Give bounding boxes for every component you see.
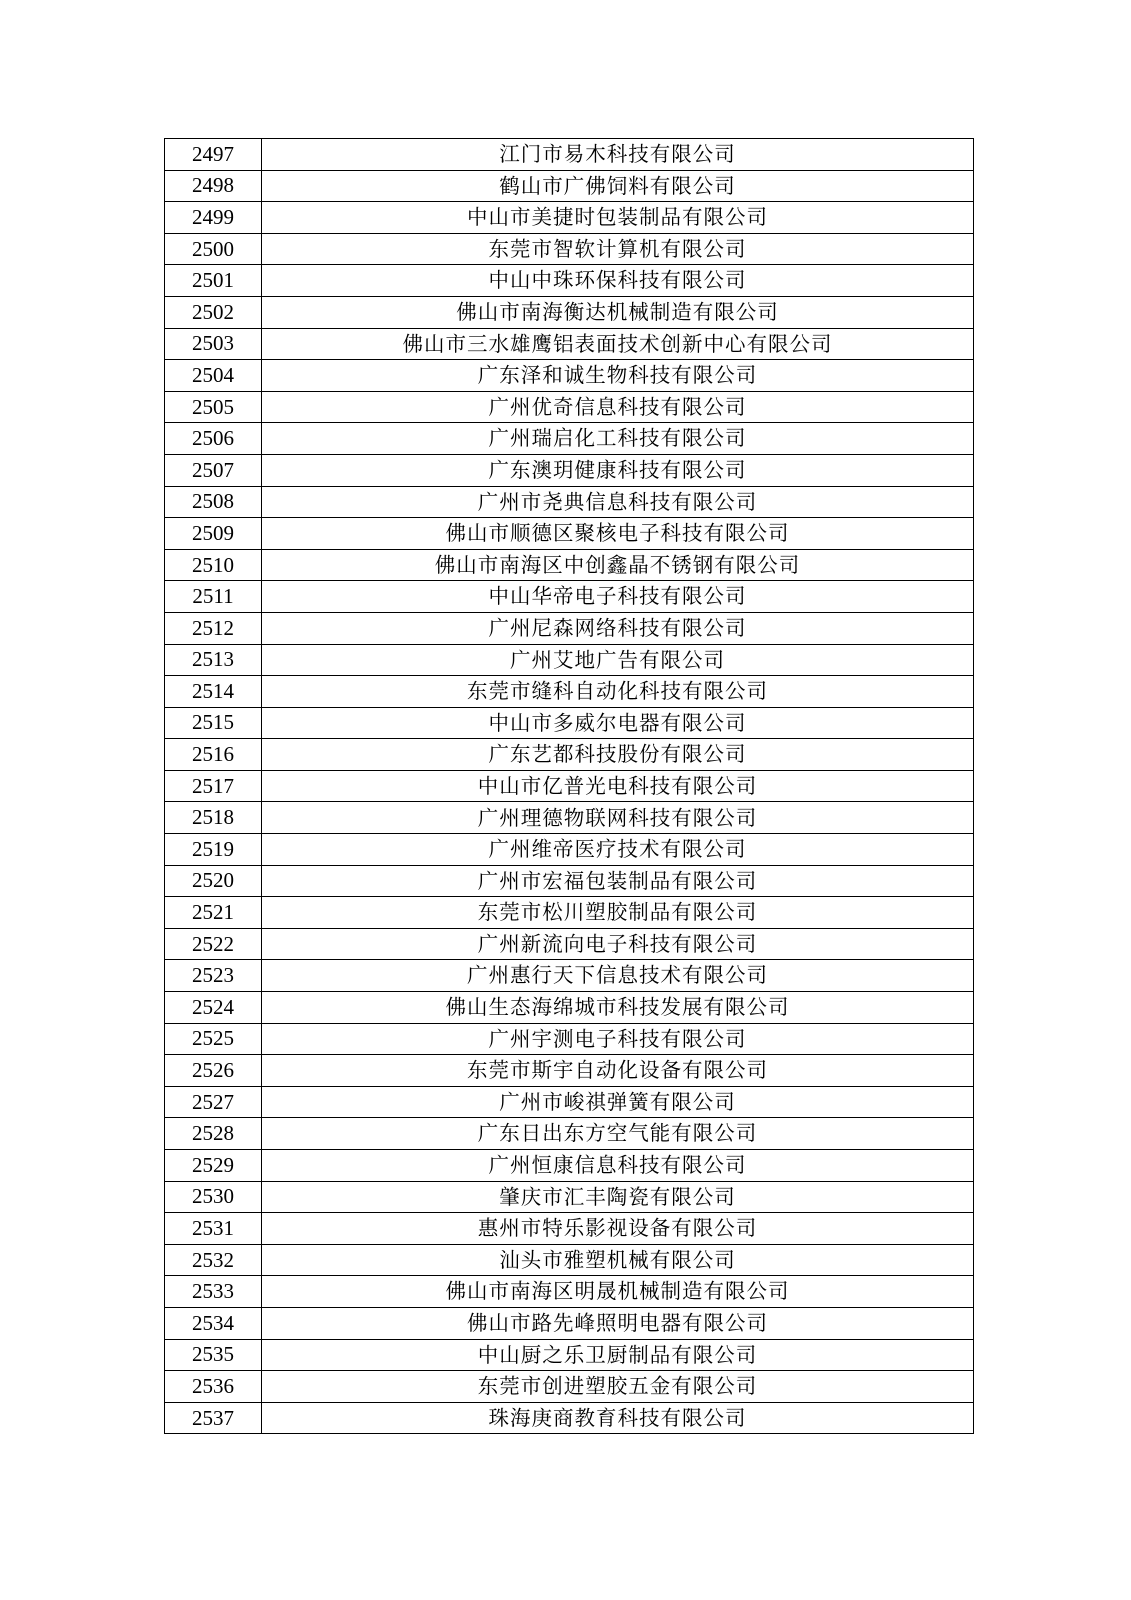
row-number-cell: 2514 — [165, 676, 262, 708]
company-name-cell: 中山市亿普光电科技有限公司 — [262, 770, 974, 802]
row-number-cell: 2520 — [165, 865, 262, 897]
row-number-cell: 2511 — [165, 581, 262, 613]
table-row — [165, 139, 974, 171]
table-row — [165, 233, 974, 265]
company-name-cell: 中山华帝电子科技有限公司 — [262, 581, 974, 613]
table-row — [165, 1055, 974, 1087]
table-row — [165, 1276, 974, 1308]
row-number-cell: 2502 — [165, 296, 262, 328]
table-row — [165, 739, 974, 771]
table-row — [165, 518, 974, 550]
company-list-table — [164, 138, 974, 1434]
table-row — [165, 1244, 974, 1276]
row-number-cell: 2500 — [165, 233, 262, 265]
table-row — [165, 1181, 974, 1213]
table-row — [165, 549, 974, 581]
table-row — [165, 486, 974, 518]
row-number-cell: 2531 — [165, 1213, 262, 1245]
company-name-cell: 广州宇测电子科技有限公司 — [262, 1023, 974, 1055]
company-name-cell: 东莞市缝科自动化科技有限公司 — [262, 676, 974, 708]
company-name-cell: 广东艺都科技股份有限公司 — [262, 739, 974, 771]
table-row — [165, 1213, 974, 1245]
table-row — [165, 676, 974, 708]
row-number-cell: 2506 — [165, 423, 262, 455]
row-number-cell: 2526 — [165, 1055, 262, 1087]
company-name-cell: 广州市宏福包装制品有限公司 — [262, 865, 974, 897]
row-number-cell: 2513 — [165, 644, 262, 676]
table-row — [165, 170, 974, 202]
row-number-cell: 2504 — [165, 360, 262, 392]
row-number-cell: 2518 — [165, 802, 262, 834]
company-name-cell: 广州瑞启化工科技有限公司 — [262, 423, 974, 455]
company-name-cell: 东莞市智软计算机有限公司 — [262, 233, 974, 265]
company-name-cell: 广州艾地广告有限公司 — [262, 644, 974, 676]
company-name-cell: 汕头市雅塑机械有限公司 — [262, 1244, 974, 1276]
table-row — [165, 1118, 974, 1150]
row-number-cell: 2512 — [165, 612, 262, 644]
row-number-cell: 2522 — [165, 928, 262, 960]
company-list-body — [165, 139, 974, 1434]
table-row — [165, 1402, 974, 1434]
table-row — [165, 928, 974, 960]
company-name-cell: 佛山市三水雄鹰铝表面技术创新中心有限公司 — [262, 328, 974, 360]
table-row — [165, 328, 974, 360]
row-number-cell: 2533 — [165, 1276, 262, 1308]
table-row — [165, 865, 974, 897]
company-name-cell: 广东日出东方空气能有限公司 — [262, 1118, 974, 1150]
row-number-cell: 2523 — [165, 960, 262, 992]
table-row — [165, 581, 974, 613]
company-name-cell: 珠海庚商教育科技有限公司 — [262, 1402, 974, 1434]
table-row — [165, 391, 974, 423]
company-name-cell: 江门市易木科技有限公司 — [262, 139, 974, 171]
row-number-cell: 2499 — [165, 202, 262, 234]
table-row — [165, 612, 974, 644]
company-name-cell: 广州恒康信息科技有限公司 — [262, 1150, 974, 1182]
row-number-cell: 2497 — [165, 139, 262, 171]
row-number-cell: 2519 — [165, 834, 262, 866]
table-row — [165, 1150, 974, 1182]
row-number-cell: 2537 — [165, 1402, 262, 1434]
row-number-cell: 2501 — [165, 265, 262, 297]
row-number-cell: 2521 — [165, 897, 262, 929]
table-row — [165, 296, 974, 328]
table-row — [165, 770, 974, 802]
company-name-cell: 佛山市南海区中创鑫晶不锈钢有限公司 — [262, 549, 974, 581]
table-row — [165, 1307, 974, 1339]
table-row — [165, 1339, 974, 1371]
row-number-cell: 2528 — [165, 1118, 262, 1150]
company-name-cell: 广东泽和诚生物科技有限公司 — [262, 360, 974, 392]
company-name-cell: 鹤山市广佛饲料有限公司 — [262, 170, 974, 202]
row-number-cell: 2527 — [165, 1086, 262, 1118]
company-name-cell: 佛山市路先峰照明电器有限公司 — [262, 1307, 974, 1339]
table-row — [165, 834, 974, 866]
company-name-cell: 佛山生态海绵城市科技发展有限公司 — [262, 992, 974, 1024]
row-number-cell: 2524 — [165, 992, 262, 1024]
row-number-cell: 2510 — [165, 549, 262, 581]
table-row — [165, 423, 974, 455]
company-name-cell: 广东澳玥健康科技有限公司 — [262, 454, 974, 486]
company-name-cell: 广州新流向电子科技有限公司 — [262, 928, 974, 960]
row-number-cell: 2516 — [165, 739, 262, 771]
table-row — [165, 1371, 974, 1403]
company-name-cell: 中山市多威尔电器有限公司 — [262, 707, 974, 739]
company-name-cell: 广州尼森网络科技有限公司 — [262, 612, 974, 644]
company-name-cell: 东莞市松川塑胶制品有限公司 — [262, 897, 974, 929]
company-name-cell: 东莞市斯宇自动化设备有限公司 — [262, 1055, 974, 1087]
row-number-cell: 2529 — [165, 1150, 262, 1182]
company-name-cell: 东莞市创进塑胶五金有限公司 — [262, 1371, 974, 1403]
table-row — [165, 1086, 974, 1118]
table-row — [165, 802, 974, 834]
company-name-cell: 中山厨之乐卫厨制品有限公司 — [262, 1339, 974, 1371]
company-name-cell: 中山市美捷时包装制品有限公司 — [262, 202, 974, 234]
table-row — [165, 992, 974, 1024]
table-row — [165, 644, 974, 676]
company-name-cell: 广州市峻祺弹簧有限公司 — [262, 1086, 974, 1118]
table-row — [165, 265, 974, 297]
company-name-cell: 佛山市顺德区聚核电子科技有限公司 — [262, 518, 974, 550]
table-row — [165, 360, 974, 392]
row-number-cell: 2503 — [165, 328, 262, 360]
company-name-cell: 广州市尧典信息科技有限公司 — [262, 486, 974, 518]
row-number-cell: 2517 — [165, 770, 262, 802]
row-number-cell: 2530 — [165, 1181, 262, 1213]
company-name-cell: 佛山市南海区明晟机械制造有限公司 — [262, 1276, 974, 1308]
table-row — [165, 1023, 974, 1055]
table-row — [165, 454, 974, 486]
row-number-cell: 2525 — [165, 1023, 262, 1055]
company-name-cell: 广州惠行天下信息技术有限公司 — [262, 960, 974, 992]
row-number-cell: 2535 — [165, 1339, 262, 1371]
company-name-cell: 广州维帝医疗技术有限公司 — [262, 834, 974, 866]
row-number-cell: 2505 — [165, 391, 262, 423]
row-number-cell: 2507 — [165, 454, 262, 486]
row-number-cell: 2536 — [165, 1371, 262, 1403]
company-name-cell: 广州优奇信息科技有限公司 — [262, 391, 974, 423]
company-name-cell: 惠州市特乐影视设备有限公司 — [262, 1213, 974, 1245]
row-number-cell: 2498 — [165, 170, 262, 202]
table-row — [165, 897, 974, 929]
row-number-cell: 2532 — [165, 1244, 262, 1276]
row-number-cell: 2509 — [165, 518, 262, 550]
table-row — [165, 707, 974, 739]
row-number-cell: 2515 — [165, 707, 262, 739]
row-number-cell: 2534 — [165, 1307, 262, 1339]
company-name-cell: 中山中珠环保科技有限公司 — [262, 265, 974, 297]
company-name-cell: 肇庆市汇丰陶瓷有限公司 — [262, 1181, 974, 1213]
company-name-cell: 佛山市南海衡达机械制造有限公司 — [262, 296, 974, 328]
company-name-cell: 广州理德物联网科技有限公司 — [262, 802, 974, 834]
table-row — [165, 960, 974, 992]
row-number-cell: 2508 — [165, 486, 262, 518]
table-row — [165, 202, 974, 234]
